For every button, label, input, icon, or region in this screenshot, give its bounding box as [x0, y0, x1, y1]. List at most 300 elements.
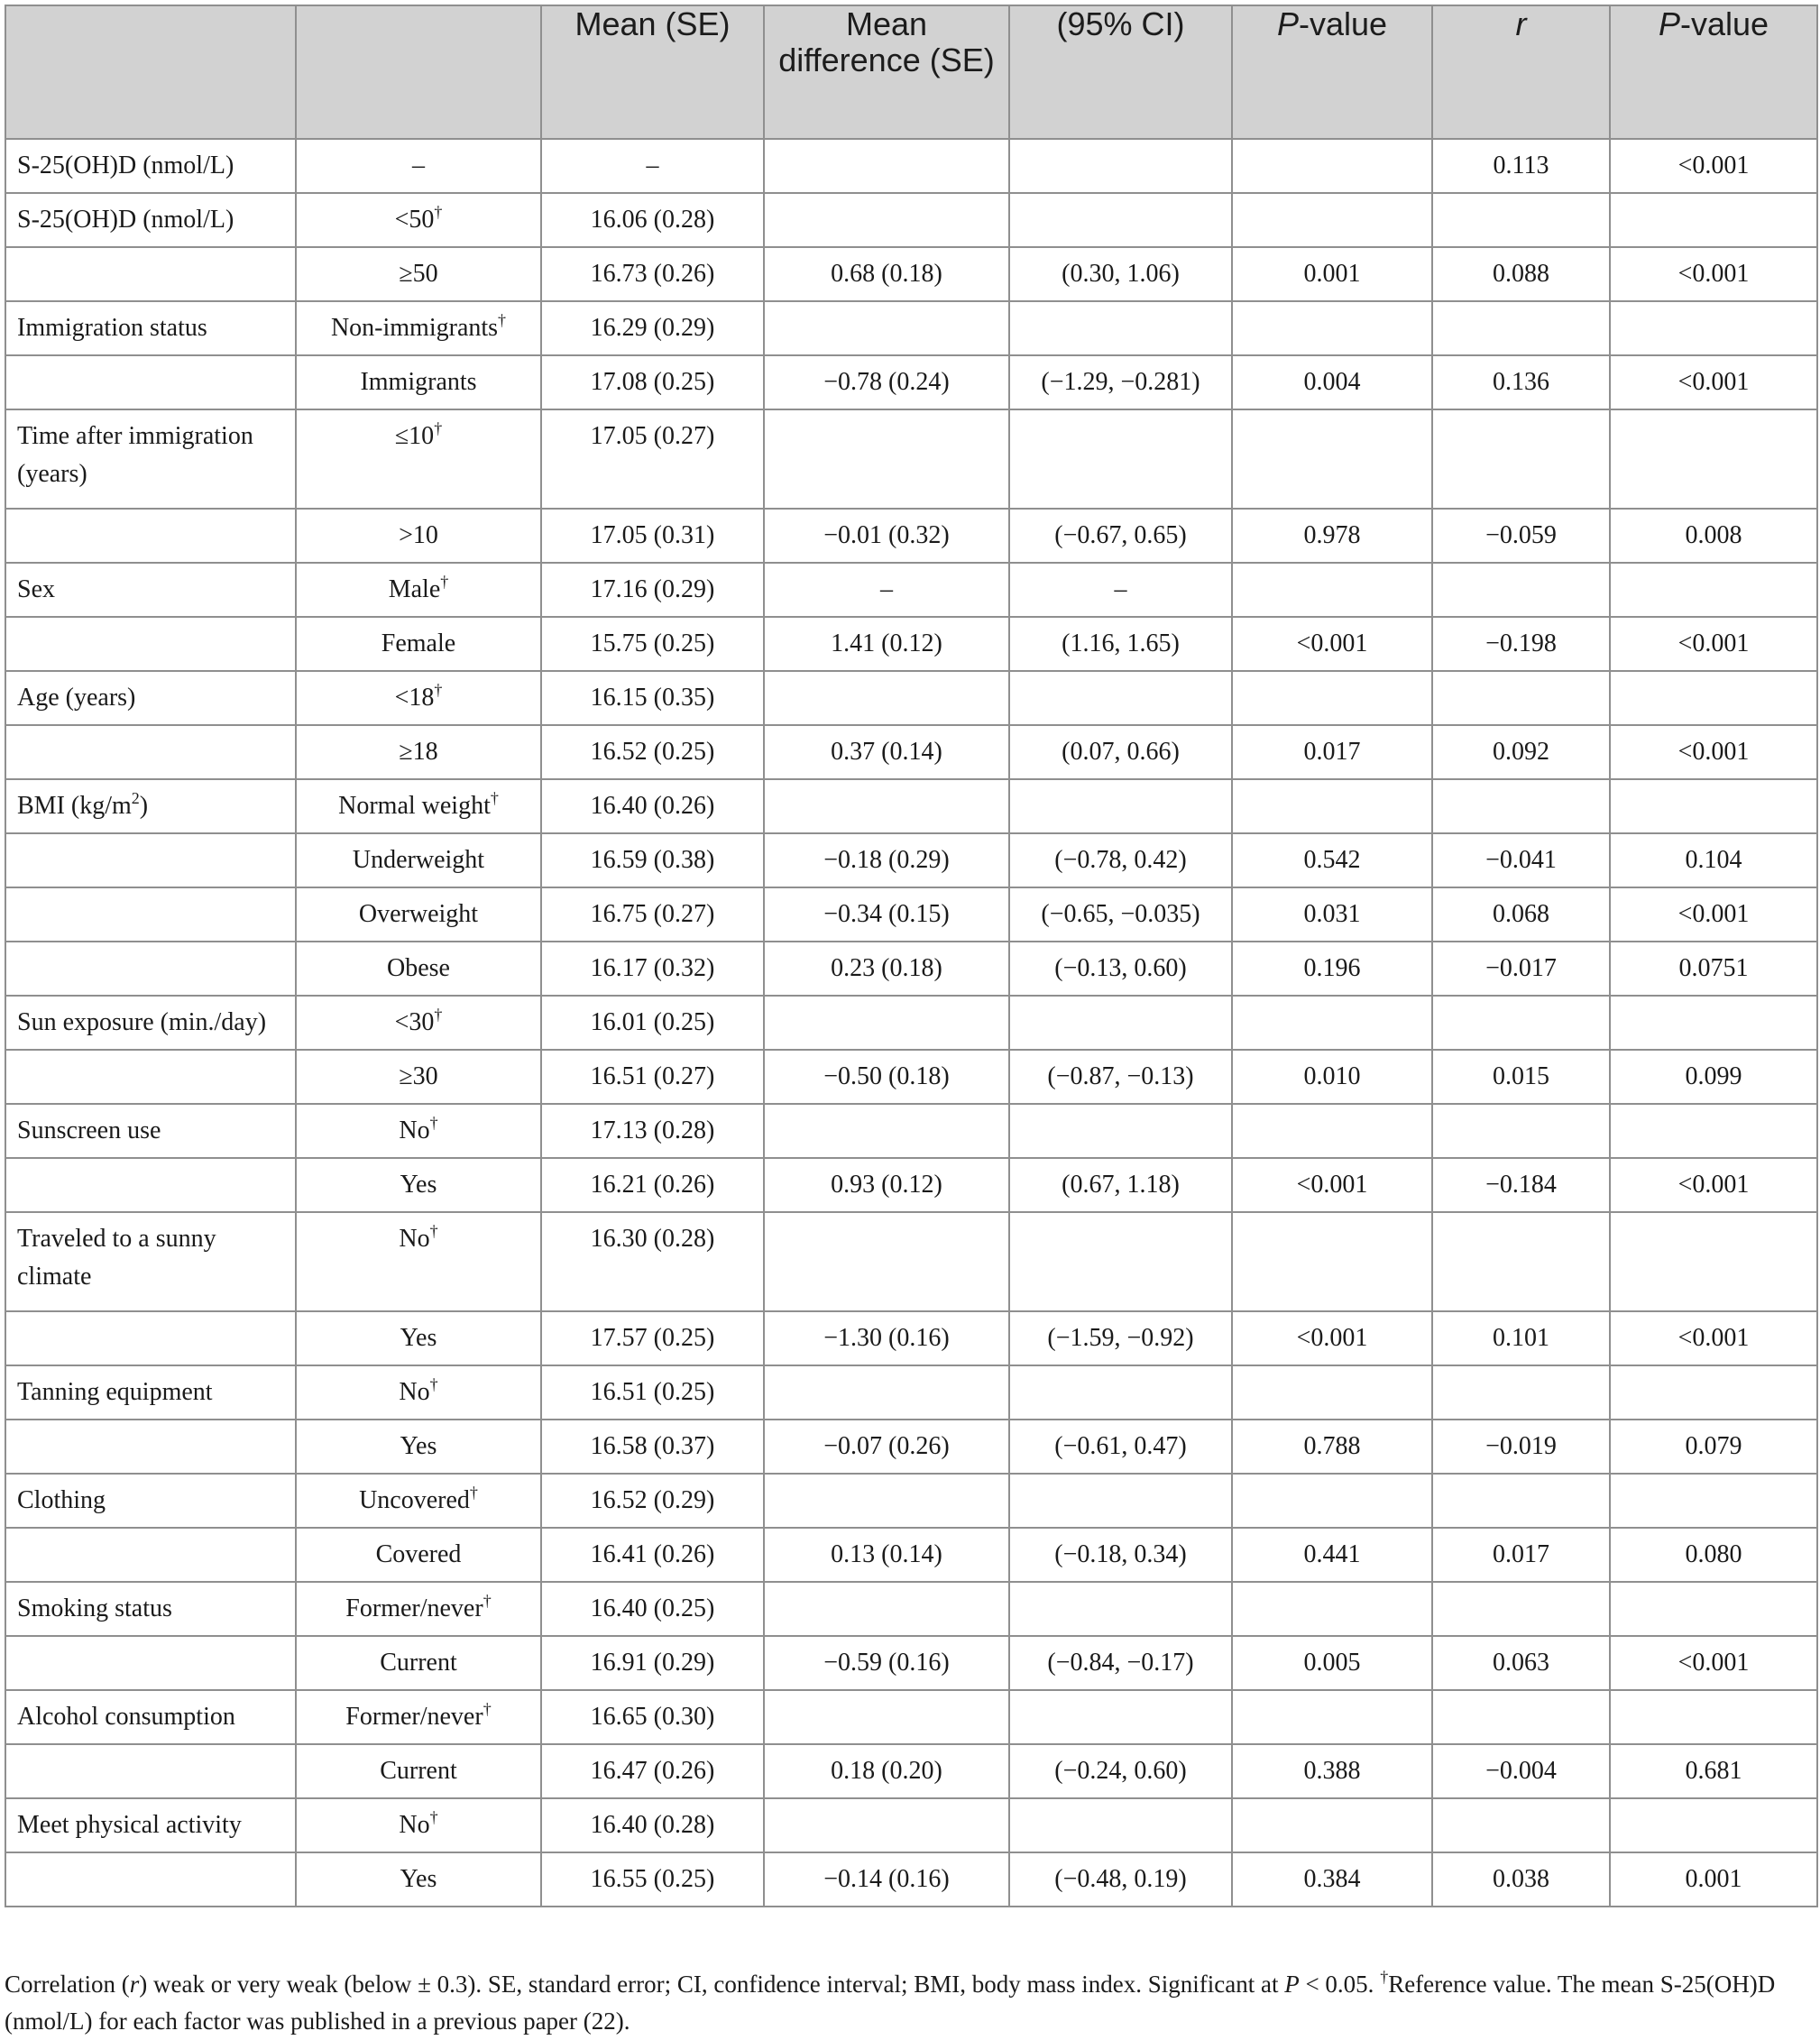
r-cell: −0.004 — [1432, 1744, 1610, 1798]
header-r-p-value: P-value — [1610, 5, 1817, 139]
ci-cell: (0.30, 1.06) — [1009, 247, 1232, 301]
mean-difference-cell: – — [764, 563, 1009, 617]
r-cell — [1432, 1104, 1610, 1158]
mean-difference-cell: −0.34 (0.15) — [764, 887, 1009, 942]
results-table — [5, 5, 1818, 1907]
factor-cell — [5, 942, 296, 996]
mean-difference-cell: −0.14 (0.16) — [764, 1852, 1009, 1907]
ci-cell — [1009, 139, 1232, 193]
mean-difference-cell: 0.37 (0.14) — [764, 725, 1009, 779]
r-p-value-cell: <0.001 — [1610, 1311, 1817, 1365]
level-cell: ≥50 — [296, 247, 541, 301]
r-p-value-cell: <0.001 — [1610, 887, 1817, 942]
r-p-value-cell: 0.681 — [1610, 1744, 1817, 1798]
r-cell: 0.113 — [1432, 139, 1610, 193]
r-cell: −0.041 — [1432, 833, 1610, 887]
p-value-cell — [1232, 1690, 1432, 1744]
r-p-value-cell: <0.001 — [1610, 139, 1817, 193]
r-cell — [1432, 409, 1610, 509]
header-ci: (95% CI) — [1009, 5, 1232, 139]
p-value-cell — [1232, 301, 1432, 355]
ci-cell — [1009, 1365, 1232, 1420]
factor-cell — [5, 1744, 296, 1798]
p-value-cell: <0.001 — [1232, 1311, 1432, 1365]
r-p-value-cell: <0.001 — [1610, 617, 1817, 671]
mean-difference-cell — [764, 1582, 1009, 1636]
r-p-value-cell: 0.104 — [1610, 833, 1817, 887]
reference-mark: † — [429, 1114, 438, 1132]
p-value-cell: <0.001 — [1232, 617, 1432, 671]
table-row — [5, 779, 1817, 833]
mean-difference-cell — [764, 996, 1009, 1050]
mean-se-cell: 16.47 (0.26) — [541, 1744, 764, 1798]
p-value-cell — [1232, 671, 1432, 725]
p-value-cell: 0.441 — [1232, 1528, 1432, 1582]
mean-difference-cell: −0.78 (0.24) — [764, 355, 1009, 409]
p-value-cell: 0.384 — [1232, 1852, 1432, 1907]
p-value-cell: 0.004 — [1232, 355, 1432, 409]
r-cell: 0.101 — [1432, 1311, 1610, 1365]
p-value-cell — [1232, 1798, 1432, 1852]
mean-difference-cell — [764, 1365, 1009, 1420]
mean-se-cell: 17.13 (0.28) — [541, 1104, 764, 1158]
level-cell: ≥30 — [296, 1050, 541, 1104]
level-cell: No† — [296, 1365, 541, 1420]
mean-difference-cell — [764, 301, 1009, 355]
mean-se-cell: 15.75 (0.25) — [541, 617, 764, 671]
table-row — [5, 355, 1817, 409]
r-cell: 0.038 — [1432, 1852, 1610, 1907]
ci-cell — [1009, 1798, 1232, 1852]
mean-difference-cell: −0.01 (0.32) — [764, 509, 1009, 563]
level-cell: Overweight — [296, 887, 541, 942]
p-value-cell — [1232, 563, 1432, 617]
mean-difference-cell — [764, 1474, 1009, 1528]
level-cell: Male† — [296, 563, 541, 617]
mean-difference-cell: 0.18 (0.20) — [764, 1744, 1009, 1798]
r-cell — [1432, 996, 1610, 1050]
r-p-value-cell — [1610, 193, 1817, 247]
r-p-value-cell — [1610, 301, 1817, 355]
table-row — [5, 409, 1817, 509]
level-cell: Uncovered† — [296, 1474, 541, 1528]
table-row — [5, 1365, 1817, 1420]
p-value-cell — [1232, 409, 1432, 509]
ci-cell: (−0.18, 0.34) — [1009, 1528, 1232, 1582]
ci-cell: (−0.24, 0.60) — [1009, 1744, 1232, 1798]
factor-cell — [5, 1050, 296, 1104]
header-mean-se: Mean (SE) — [541, 5, 764, 139]
mean-se-cell: 16.21 (0.26) — [541, 1158, 764, 1212]
factor-cell: Sex — [5, 563, 296, 617]
level-cell: Yes — [296, 1158, 541, 1212]
mean-se-cell: – — [541, 139, 764, 193]
factor-cell: Tanning equipment — [5, 1365, 296, 1420]
p-value-cell: 0.788 — [1232, 1420, 1432, 1474]
r-cell: −0.198 — [1432, 617, 1610, 671]
table-row — [5, 1582, 1817, 1636]
r-p-value-cell — [1610, 409, 1817, 509]
level-cell: <50† — [296, 193, 541, 247]
mean-se-cell: 16.41 (0.26) — [541, 1528, 764, 1582]
p-value-cell: 0.542 — [1232, 833, 1432, 887]
r-p-value-cell — [1610, 1474, 1817, 1528]
r-p-value-cell — [1610, 779, 1817, 833]
r-cell: −0.019 — [1432, 1420, 1610, 1474]
factor-cell: Sun exposure (min./day) — [5, 996, 296, 1050]
r-p-value-cell — [1610, 563, 1817, 617]
ci-cell: (−1.29, −0.281) — [1009, 355, 1232, 409]
table-row — [5, 193, 1817, 247]
r-cell: 0.136 — [1432, 355, 1610, 409]
ci-cell: (0.07, 0.66) — [1009, 725, 1232, 779]
table-row — [5, 1636, 1817, 1690]
table-row — [5, 833, 1817, 887]
level-cell: Non-immigrants† — [296, 301, 541, 355]
mean-se-cell: 16.58 (0.37) — [541, 1420, 764, 1474]
mean-difference-cell — [764, 1212, 1009, 1311]
table-row — [5, 563, 1817, 617]
mean-se-cell: 16.51 (0.27) — [541, 1050, 764, 1104]
factor-cell: Sunscreen use — [5, 1104, 296, 1158]
level-cell: Current — [296, 1744, 541, 1798]
table-row — [5, 139, 1817, 193]
header-level — [296, 5, 541, 139]
ci-cell: (−0.78, 0.42) — [1009, 833, 1232, 887]
r-cell — [1432, 301, 1610, 355]
mean-se-cell: 16.29 (0.29) — [541, 301, 764, 355]
p-value-cell: 0.001 — [1232, 247, 1432, 301]
table-row — [5, 1744, 1817, 1798]
level-cell: Underweight — [296, 833, 541, 887]
r-cell: 0.068 — [1432, 887, 1610, 942]
p-value-cell: <0.001 — [1232, 1158, 1432, 1212]
mean-se-cell: 16.06 (0.28) — [541, 193, 764, 247]
mean-se-cell: 16.75 (0.27) — [541, 887, 764, 942]
level-cell: Female — [296, 617, 541, 671]
ci-cell: (−1.59, −0.92) — [1009, 1311, 1232, 1365]
factor-cell — [5, 509, 296, 563]
factor-cell: S-25(OH)D (nmol/L) — [5, 139, 296, 193]
p-value-cell — [1232, 779, 1432, 833]
mean-se-cell: 17.05 (0.27) — [541, 409, 764, 509]
ci-cell — [1009, 671, 1232, 725]
p-value-cell — [1232, 139, 1432, 193]
mean-difference-cell — [764, 1104, 1009, 1158]
factor-cell: Traveled to a sunny climate — [5, 1212, 296, 1311]
p-value-cell: 0.196 — [1232, 942, 1432, 996]
header-r: r — [1432, 5, 1610, 139]
factor-cell — [5, 1528, 296, 1582]
r-p-value-cell — [1610, 1690, 1817, 1744]
reference-mark: † — [434, 203, 443, 221]
r-p-value-cell: <0.001 — [1610, 1158, 1817, 1212]
table-row — [5, 1311, 1817, 1365]
mean-difference-cell: −1.30 (0.16) — [764, 1311, 1009, 1365]
mean-difference-cell: 1.41 (0.12) — [764, 617, 1009, 671]
p-value-cell — [1232, 996, 1432, 1050]
reference-mark: † — [429, 1375, 438, 1393]
r-p-value-cell — [1610, 1104, 1817, 1158]
level-cell: Yes — [296, 1420, 541, 1474]
p-value-cell — [1232, 1365, 1432, 1420]
reference-mark: † — [483, 1700, 492, 1718]
table-row — [5, 1050, 1817, 1104]
r-cell — [1432, 1690, 1610, 1744]
r-p-value-cell — [1610, 996, 1817, 1050]
factor-cell — [5, 1158, 296, 1212]
table-row — [5, 1212, 1817, 1311]
r-cell — [1432, 1365, 1610, 1420]
table-row — [5, 942, 1817, 996]
factor-cell — [5, 1636, 296, 1690]
r-cell: −0.017 — [1432, 942, 1610, 996]
factor-cell: Time after immigration (years) — [5, 409, 296, 509]
factor-cell — [5, 355, 296, 409]
reference-mark: † — [434, 419, 443, 437]
ci-cell: (−0.65, −0.035) — [1009, 887, 1232, 942]
table-row — [5, 617, 1817, 671]
mean-se-cell: 16.17 (0.32) — [541, 942, 764, 996]
mean-difference-cell: −0.07 (0.26) — [764, 1420, 1009, 1474]
ci-cell: (0.67, 1.18) — [1009, 1158, 1232, 1212]
r-p-value-cell: 0.0751 — [1610, 942, 1817, 996]
level-cell: Normal weight† — [296, 779, 541, 833]
reference-mark: † — [429, 1222, 438, 1240]
mean-se-cell: 16.40 (0.28) — [541, 1798, 764, 1852]
table-row — [5, 1852, 1817, 1907]
mean-se-cell: 16.65 (0.30) — [541, 1690, 764, 1744]
mean-difference-cell — [764, 671, 1009, 725]
level-cell: Yes — [296, 1311, 541, 1365]
r-p-value-cell: 0.001 — [1610, 1852, 1817, 1907]
mean-se-cell: 16.30 (0.28) — [541, 1212, 764, 1311]
level-cell: – — [296, 139, 541, 193]
factor-cell — [5, 617, 296, 671]
r-p-value-cell: 0.099 — [1610, 1050, 1817, 1104]
r-cell — [1432, 779, 1610, 833]
level-cell: ≥18 — [296, 725, 541, 779]
table-footnote: Correlation (r) weak or very weak (below ± 0.3). SE, standard error; CI, confidence interval; BMI, body mass index. Significant at P < 0.05. †Reference value. The mean S-25(OH)D (nmol/L) for each factor was published in a previous paper (22). — [5, 1968, 1776, 2035]
p-value-cell — [1232, 193, 1432, 247]
ci-cell: (1.16, 1.65) — [1009, 617, 1232, 671]
factor-cell: Age (years) — [5, 671, 296, 725]
mean-difference-cell — [764, 193, 1009, 247]
r-cell: −0.184 — [1432, 1158, 1610, 1212]
p-value-cell: 0.388 — [1232, 1744, 1432, 1798]
mean-difference-cell: −0.59 (0.16) — [764, 1636, 1009, 1690]
level-cell: Obese — [296, 942, 541, 996]
mean-se-cell: 16.52 (0.29) — [541, 1474, 764, 1528]
reference-mark: † — [434, 681, 443, 699]
r-cell: 0.015 — [1432, 1050, 1610, 1104]
r-p-value-cell — [1610, 1365, 1817, 1420]
ci-cell — [1009, 301, 1232, 355]
mean-difference-cell: −0.50 (0.18) — [764, 1050, 1009, 1104]
table-row — [5, 1104, 1817, 1158]
ci-cell: (−0.13, 0.60) — [1009, 942, 1232, 996]
factor-cell — [5, 1420, 296, 1474]
mean-se-cell: 16.51 (0.25) — [541, 1365, 764, 1420]
reference-mark: † — [483, 1592, 492, 1610]
r-cell — [1432, 1582, 1610, 1636]
ci-cell: (−0.84, −0.17) — [1009, 1636, 1232, 1690]
mean-difference-cell — [764, 1798, 1009, 1852]
ci-cell — [1009, 193, 1232, 247]
mean-difference-cell — [764, 1690, 1009, 1744]
table-row — [5, 1158, 1817, 1212]
r-cell: −0.059 — [1432, 509, 1610, 563]
factor-cell: Meet physical activity — [5, 1798, 296, 1852]
header-mean-difference: Mean difference (SE) — [764, 5, 1009, 139]
r-p-value-cell — [1610, 1798, 1817, 1852]
mean-se-cell: 16.59 (0.38) — [541, 833, 764, 887]
ci-cell — [1009, 1104, 1232, 1158]
p-value-cell — [1232, 1212, 1432, 1311]
mean-difference-cell — [764, 779, 1009, 833]
r-cell — [1432, 193, 1610, 247]
factor-cell — [5, 1311, 296, 1365]
r-p-value-cell — [1610, 671, 1817, 725]
level-cell: Former/never† — [296, 1690, 541, 1744]
mean-difference-cell: 0.13 (0.14) — [764, 1528, 1009, 1582]
r-cell: 0.092 — [1432, 725, 1610, 779]
level-cell: No† — [296, 1104, 541, 1158]
ci-cell: (−0.87, −0.13) — [1009, 1050, 1232, 1104]
r-p-value-cell: 0.008 — [1610, 509, 1817, 563]
factor-cell: Immigration status — [5, 301, 296, 355]
factor-cell — [5, 1852, 296, 1907]
mean-se-cell: 16.15 (0.35) — [541, 671, 764, 725]
factor-cell — [5, 725, 296, 779]
mean-difference-cell: −0.18 (0.29) — [764, 833, 1009, 887]
level-cell: ≤10† — [296, 409, 541, 509]
factor-cell: Clothing — [5, 1474, 296, 1528]
table-row — [5, 671, 1817, 725]
ci-cell — [1009, 1212, 1232, 1311]
r-p-value-cell: <0.001 — [1610, 355, 1817, 409]
level-cell: Former/never† — [296, 1582, 541, 1636]
reference-mark: † — [498, 311, 507, 329]
ci-cell: (−0.48, 0.19) — [1009, 1852, 1232, 1907]
level-cell: Current — [296, 1636, 541, 1690]
p-value-cell: 0.005 — [1232, 1636, 1432, 1690]
r-p-value-cell: <0.001 — [1610, 247, 1817, 301]
ci-cell — [1009, 779, 1232, 833]
reference-link[interactable]: 22 — [591, 2008, 616, 2035]
table-row — [5, 247, 1817, 301]
mean-se-cell: 16.40 (0.25) — [541, 1582, 764, 1636]
mean-se-cell: 17.57 (0.25) — [541, 1311, 764, 1365]
reference-mark: † — [429, 1808, 438, 1826]
p-value-cell: 0.978 — [1232, 509, 1432, 563]
level-cell: <30† — [296, 996, 541, 1050]
table-row — [5, 996, 1817, 1050]
r-cell: 0.017 — [1432, 1528, 1610, 1582]
mean-se-cell: 16.73 (0.26) — [541, 247, 764, 301]
p-value-cell — [1232, 1104, 1432, 1158]
mean-difference-cell: 0.68 (0.18) — [764, 247, 1009, 301]
r-p-value-cell — [1610, 1582, 1817, 1636]
table-row — [5, 509, 1817, 563]
reference-mark: † — [440, 573, 449, 591]
r-p-value-cell — [1610, 1212, 1817, 1311]
table-header-row — [5, 5, 1817, 139]
mean-se-cell: 17.05 (0.31) — [541, 509, 764, 563]
mean-se-cell: 17.16 (0.29) — [541, 563, 764, 617]
mean-se-cell: 16.52 (0.25) — [541, 725, 764, 779]
factor-cell: Alcohol consumption — [5, 1690, 296, 1744]
ci-cell — [1009, 409, 1232, 509]
r-cell — [1432, 1212, 1610, 1311]
r-p-value-cell: 0.079 — [1610, 1420, 1817, 1474]
mean-difference-cell: 0.93 (0.12) — [764, 1158, 1009, 1212]
p-value-cell — [1232, 1582, 1432, 1636]
mean-se-cell: 16.55 (0.25) — [541, 1852, 764, 1907]
reference-mark: † — [434, 1006, 443, 1024]
p-value-cell: 0.031 — [1232, 887, 1432, 942]
p-value-cell: 0.017 — [1232, 725, 1432, 779]
factor-cell: Smoking status — [5, 1582, 296, 1636]
reference-mark: † — [490, 789, 499, 807]
table-row — [5, 725, 1817, 779]
factor-cell — [5, 833, 296, 887]
ci-cell — [1009, 996, 1232, 1050]
ci-cell: (−0.67, 0.65) — [1009, 509, 1232, 563]
mean-se-cell: 17.08 (0.25) — [541, 355, 764, 409]
table-row — [5, 1690, 1817, 1744]
reference-mark: † — [469, 1484, 478, 1502]
table-body — [5, 139, 1817, 1907]
factor-cell — [5, 247, 296, 301]
mean-difference-cell — [764, 139, 1009, 193]
ci-cell: (−0.61, 0.47) — [1009, 1420, 1232, 1474]
r-cell — [1432, 1798, 1610, 1852]
ci-cell — [1009, 1582, 1232, 1636]
level-cell: No† — [296, 1798, 541, 1852]
r-cell — [1432, 1474, 1610, 1528]
level-cell: >10 — [296, 509, 541, 563]
p-value-cell: 0.010 — [1232, 1050, 1432, 1104]
factor-cell: S-25(OH)D (nmol/L) — [5, 193, 296, 247]
ci-cell — [1009, 1690, 1232, 1744]
level-cell: Covered — [296, 1528, 541, 1582]
table-row — [5, 1798, 1817, 1852]
r-p-value-cell: 0.080 — [1610, 1528, 1817, 1582]
r-cell: 0.088 — [1432, 247, 1610, 301]
table-row — [5, 887, 1817, 942]
level-cell: <18† — [296, 671, 541, 725]
mean-se-cell: 16.91 (0.29) — [541, 1636, 764, 1690]
factor-cell — [5, 887, 296, 942]
r-p-value-cell: <0.001 — [1610, 725, 1817, 779]
mean-se-cell: 16.01 (0.25) — [541, 996, 764, 1050]
table-row — [5, 1420, 1817, 1474]
ci-cell — [1009, 1474, 1232, 1528]
p-value-cell — [1232, 1474, 1432, 1528]
level-cell: Yes — [296, 1852, 541, 1907]
level-cell: Immigrants — [296, 355, 541, 409]
level-cell: No† — [296, 1212, 541, 1311]
table-row — [5, 301, 1817, 355]
mean-difference-cell: 0.23 (0.18) — [764, 942, 1009, 996]
table-row — [5, 1474, 1817, 1528]
r-cell: 0.063 — [1432, 1636, 1610, 1690]
factor-cell: BMI $(kg/m^2)$ — [5, 779, 296, 833]
r-cell — [1432, 671, 1610, 725]
header-p-value: P-value — [1232, 5, 1432, 139]
header-factor — [5, 5, 296, 139]
